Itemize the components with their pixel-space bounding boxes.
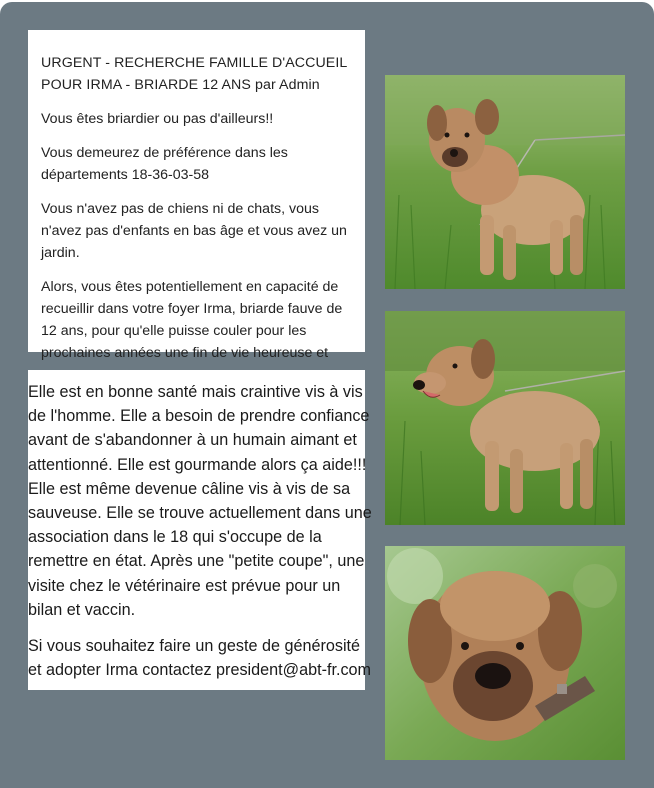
post-title-line1: URGENT - RECHERCHE FAMILLE D'ACCUEIL [41,55,348,71]
dog-photo-closeup [385,546,625,760]
post-text-card-bottom [28,370,372,690]
post-title-line2: POUR IRMA - BRIARDE 12 ANS par Admin [41,77,320,93]
paragraph-briardier: Vous êtes briardier ou pas d'ailleurs!! [41,111,274,127]
paragraph-capacite: Alors, vous êtes potentiellement en capacité de recueillir dans votre foyer Irma, briarde fauve de 12 ans, pour qu'elle puisse couler pour les prochaines années une fin de vie heureuse et [41,279,343,361]
post-title [41,52,355,96]
paragraph-departements: Vous demeurez de préférence dans les départements 18-36-03-58 [41,145,288,183]
post-text-card-top [28,30,365,361]
dog-photo-standing [385,75,625,289]
paragraph-contact: Si vous souhaitez faire un geste de générosité et adopter Irma contactez president@abt-fr.com [28,637,372,680]
dog-photo-profile [385,311,625,525]
paragraph-sante: Elle est en bonne santé mais craintive vis à vis de l'homme. Elle a besoin de prendre confiance avant de s'abandonner à un humain aimant et attentionné. Elle est gourmande alors ça aide!!! Elle est même devenue câline vis à vis de sa sauveuse. Elle se trouve actuellement dans une association dans le 18 qui s'occupe de la remettre en état. Après une "petite coupe", une visite chez le vétérinaire est prévue pour un bilan et vaccin. [28,383,372,619]
paragraph-conditions: Vous n'avez pas de chiens ni de chats, vous n'avez pas d'enfants en bas âge et vous avez un jardin. [41,201,347,261]
